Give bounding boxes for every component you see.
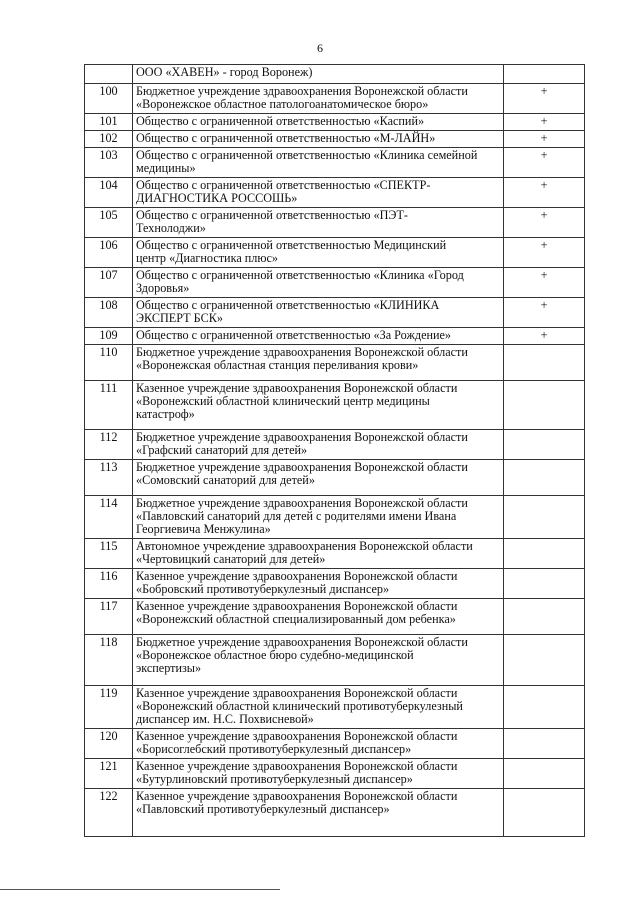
- mark-cell: [504, 65, 585, 84]
- table-row: [85, 131, 585, 148]
- mark-cell: [504, 381, 585, 430]
- institutions-table: [84, 64, 585, 837]
- row-number-cell: [85, 65, 133, 84]
- mark-cell: +: [504, 238, 585, 268]
- table-row: [85, 178, 585, 208]
- institution-name-cell: Общество с ограниченной ответственностью «За Рождение»: [133, 328, 504, 345]
- mark-cell: +: [504, 148, 585, 178]
- institution-name-cell: Казенное учреждение здравоохранения Воронежской области «Воронежский областной специализированный дом ребенка»: [133, 599, 504, 635]
- table-row: [85, 635, 585, 686]
- table-row: [85, 84, 585, 114]
- institution-name-cell: Общество с ограниченной ответственностью «КЛИНИКА ЭКСПЕРТ БСК»: [133, 298, 504, 328]
- institution-name-cell: Казенное учреждение здравоохранения Воронежской области «Борисоглебский противотуберкулезный диспансер»: [133, 729, 504, 759]
- institution-name-cell: Казенное учреждение здравоохранения Воронежской области «Воронежский областной клинический противотуберкулезный диспансер им. Н.С. Похвисневой»: [133, 686, 504, 729]
- mark-cell: +: [504, 328, 585, 345]
- institution-name-cell: Бюджетное учреждение здравоохранения Воронежской области «Графский санаторий для детей»: [133, 430, 504, 460]
- row-number-cell: 112: [85, 430, 133, 460]
- mark-cell: [504, 635, 585, 686]
- institution-name-cell: Общество с ограниченной ответственностью «Каспий»: [133, 114, 504, 131]
- row-number-cell: 115: [85, 539, 133, 569]
- mark-cell: [504, 345, 585, 381]
- mark-cell: [504, 569, 585, 599]
- table-row: [85, 686, 585, 729]
- table-row: [85, 599, 585, 635]
- table-row: [85, 430, 585, 460]
- institution-name-cell: Казенное учреждение здравоохранения Воронежской области «Воронежский областной клинический центр медицины катастроф»: [133, 381, 504, 430]
- row-number-cell: 104: [85, 178, 133, 208]
- institution-name-cell: Бюджетное учреждение здравоохранения Воронежской области «Воронежское областное патологоанатомическое бюро»: [133, 84, 504, 114]
- row-number-cell: 118: [85, 635, 133, 686]
- table-row: [85, 268, 585, 298]
- row-number-cell: 108: [85, 298, 133, 328]
- row-number-cell: 109: [85, 328, 133, 345]
- table-row: [85, 148, 585, 178]
- row-number-cell: 116: [85, 569, 133, 599]
- institution-name-cell: Автономное учреждение здравоохранения Воронежской области «Чертовицкий санаторий для детей»: [133, 539, 504, 569]
- mark-cell: [504, 686, 585, 729]
- row-number-cell: 117: [85, 599, 133, 635]
- row-number-cell: 114: [85, 496, 133, 539]
- mark-cell: [504, 496, 585, 539]
- table-row: [85, 208, 585, 238]
- table-row: [85, 539, 585, 569]
- institution-name-cell: Общество с ограниченной ответственностью «Клиника «Город Здоровья»: [133, 268, 504, 298]
- mark-cell: +: [504, 178, 585, 208]
- institution-name-cell: Казенное учреждение здравоохранения Воронежской области «Бутурлиновский противотуберкулезный диспансер»: [133, 759, 504, 789]
- mark-cell: [504, 430, 585, 460]
- row-number-cell: 113: [85, 460, 133, 496]
- table-row: [85, 65, 585, 84]
- mark-cell: [504, 789, 585, 837]
- table-row: [85, 114, 585, 131]
- row-number-cell: 101: [85, 114, 133, 131]
- table-row: [85, 345, 585, 381]
- table-row: [85, 298, 585, 328]
- institution-name-cell: Бюджетное учреждение здравоохранения Воронежской области «Воронежская областная станция переливания крови»: [133, 345, 504, 381]
- institution-name-cell: Общество с ограниченной ответственностью «СПЕКТР- ДИАГНОСТИКА РОССОШЬ»: [133, 178, 504, 208]
- table-row: [85, 789, 585, 837]
- mark-cell: [504, 460, 585, 496]
- table-row: [85, 328, 585, 345]
- row-number-cell: 106: [85, 238, 133, 268]
- table-row: [85, 569, 585, 599]
- mark-cell: [504, 729, 585, 759]
- mark-cell: +: [504, 84, 585, 114]
- table-row: [85, 729, 585, 759]
- mark-cell: [504, 759, 585, 789]
- row-number-cell: 105: [85, 208, 133, 238]
- footer-divider: [0, 889, 280, 890]
- row-number-cell: 103: [85, 148, 133, 178]
- institution-name-cell: Бюджетное учреждение здравоохранения Воронежской области «Павловский санаторий для детей с родителями имени Ивана Георгиевича Менжулина»: [133, 496, 504, 539]
- mark-cell: [504, 599, 585, 635]
- table-row: [85, 759, 585, 789]
- row-number-cell: 100: [85, 84, 133, 114]
- row-number-cell: 102: [85, 131, 133, 148]
- mark-cell: +: [504, 268, 585, 298]
- mark-cell: [504, 539, 585, 569]
- institution-name-cell: Казенное учреждение здравоохранения Воронежской области «Павловский противотуберкулезный диспансер»: [133, 789, 504, 837]
- institution-name-cell: Бюджетное учреждение здравоохранения Воронежской области «Сомовский санаторий для детей»: [133, 460, 504, 496]
- institution-name-cell: Общество с ограниченной ответственностью Медицинский центр «Диагностика плюс»: [133, 238, 504, 268]
- row-number-cell: 110: [85, 345, 133, 381]
- institution-name-cell: Общество с ограниченной ответственностью «М-ЛАЙН»: [133, 131, 504, 148]
- row-number-cell: 121: [85, 759, 133, 789]
- mark-cell: +: [504, 131, 585, 148]
- row-number-cell: 119: [85, 686, 133, 729]
- institution-name-cell: Общество с ограниченной ответственностью «ПЭТ- Технолоджи»: [133, 208, 504, 238]
- page-number: 6: [317, 41, 323, 55]
- institution-name-cell: Казенное учреждение здравоохранения Воронежской области «Бобровский противотуберкулезный диспансер»: [133, 569, 504, 599]
- row-number-cell: 111: [85, 381, 133, 430]
- institution-name-cell: ООО «ХАВЕН» - город Воронеж): [133, 65, 504, 84]
- table-body: [85, 65, 585, 837]
- table-row: [85, 238, 585, 268]
- mark-cell: +: [504, 298, 585, 328]
- table-row: [85, 460, 585, 496]
- table-row: [85, 381, 585, 430]
- institution-name-cell: Бюджетное учреждение здравоохранения Воронежской области «Воронежское областное бюро судебно-медицинской экспертизы»: [133, 635, 504, 686]
- table-row: [85, 496, 585, 539]
- mark-cell: +: [504, 114, 585, 131]
- mark-cell: +: [504, 208, 585, 238]
- institution-name-cell: Общество с ограниченной ответственностью «Клиника семейной медицины»: [133, 148, 504, 178]
- row-number-cell: 107: [85, 268, 133, 298]
- row-number-cell: 120: [85, 729, 133, 759]
- row-number-cell: 122: [85, 789, 133, 837]
